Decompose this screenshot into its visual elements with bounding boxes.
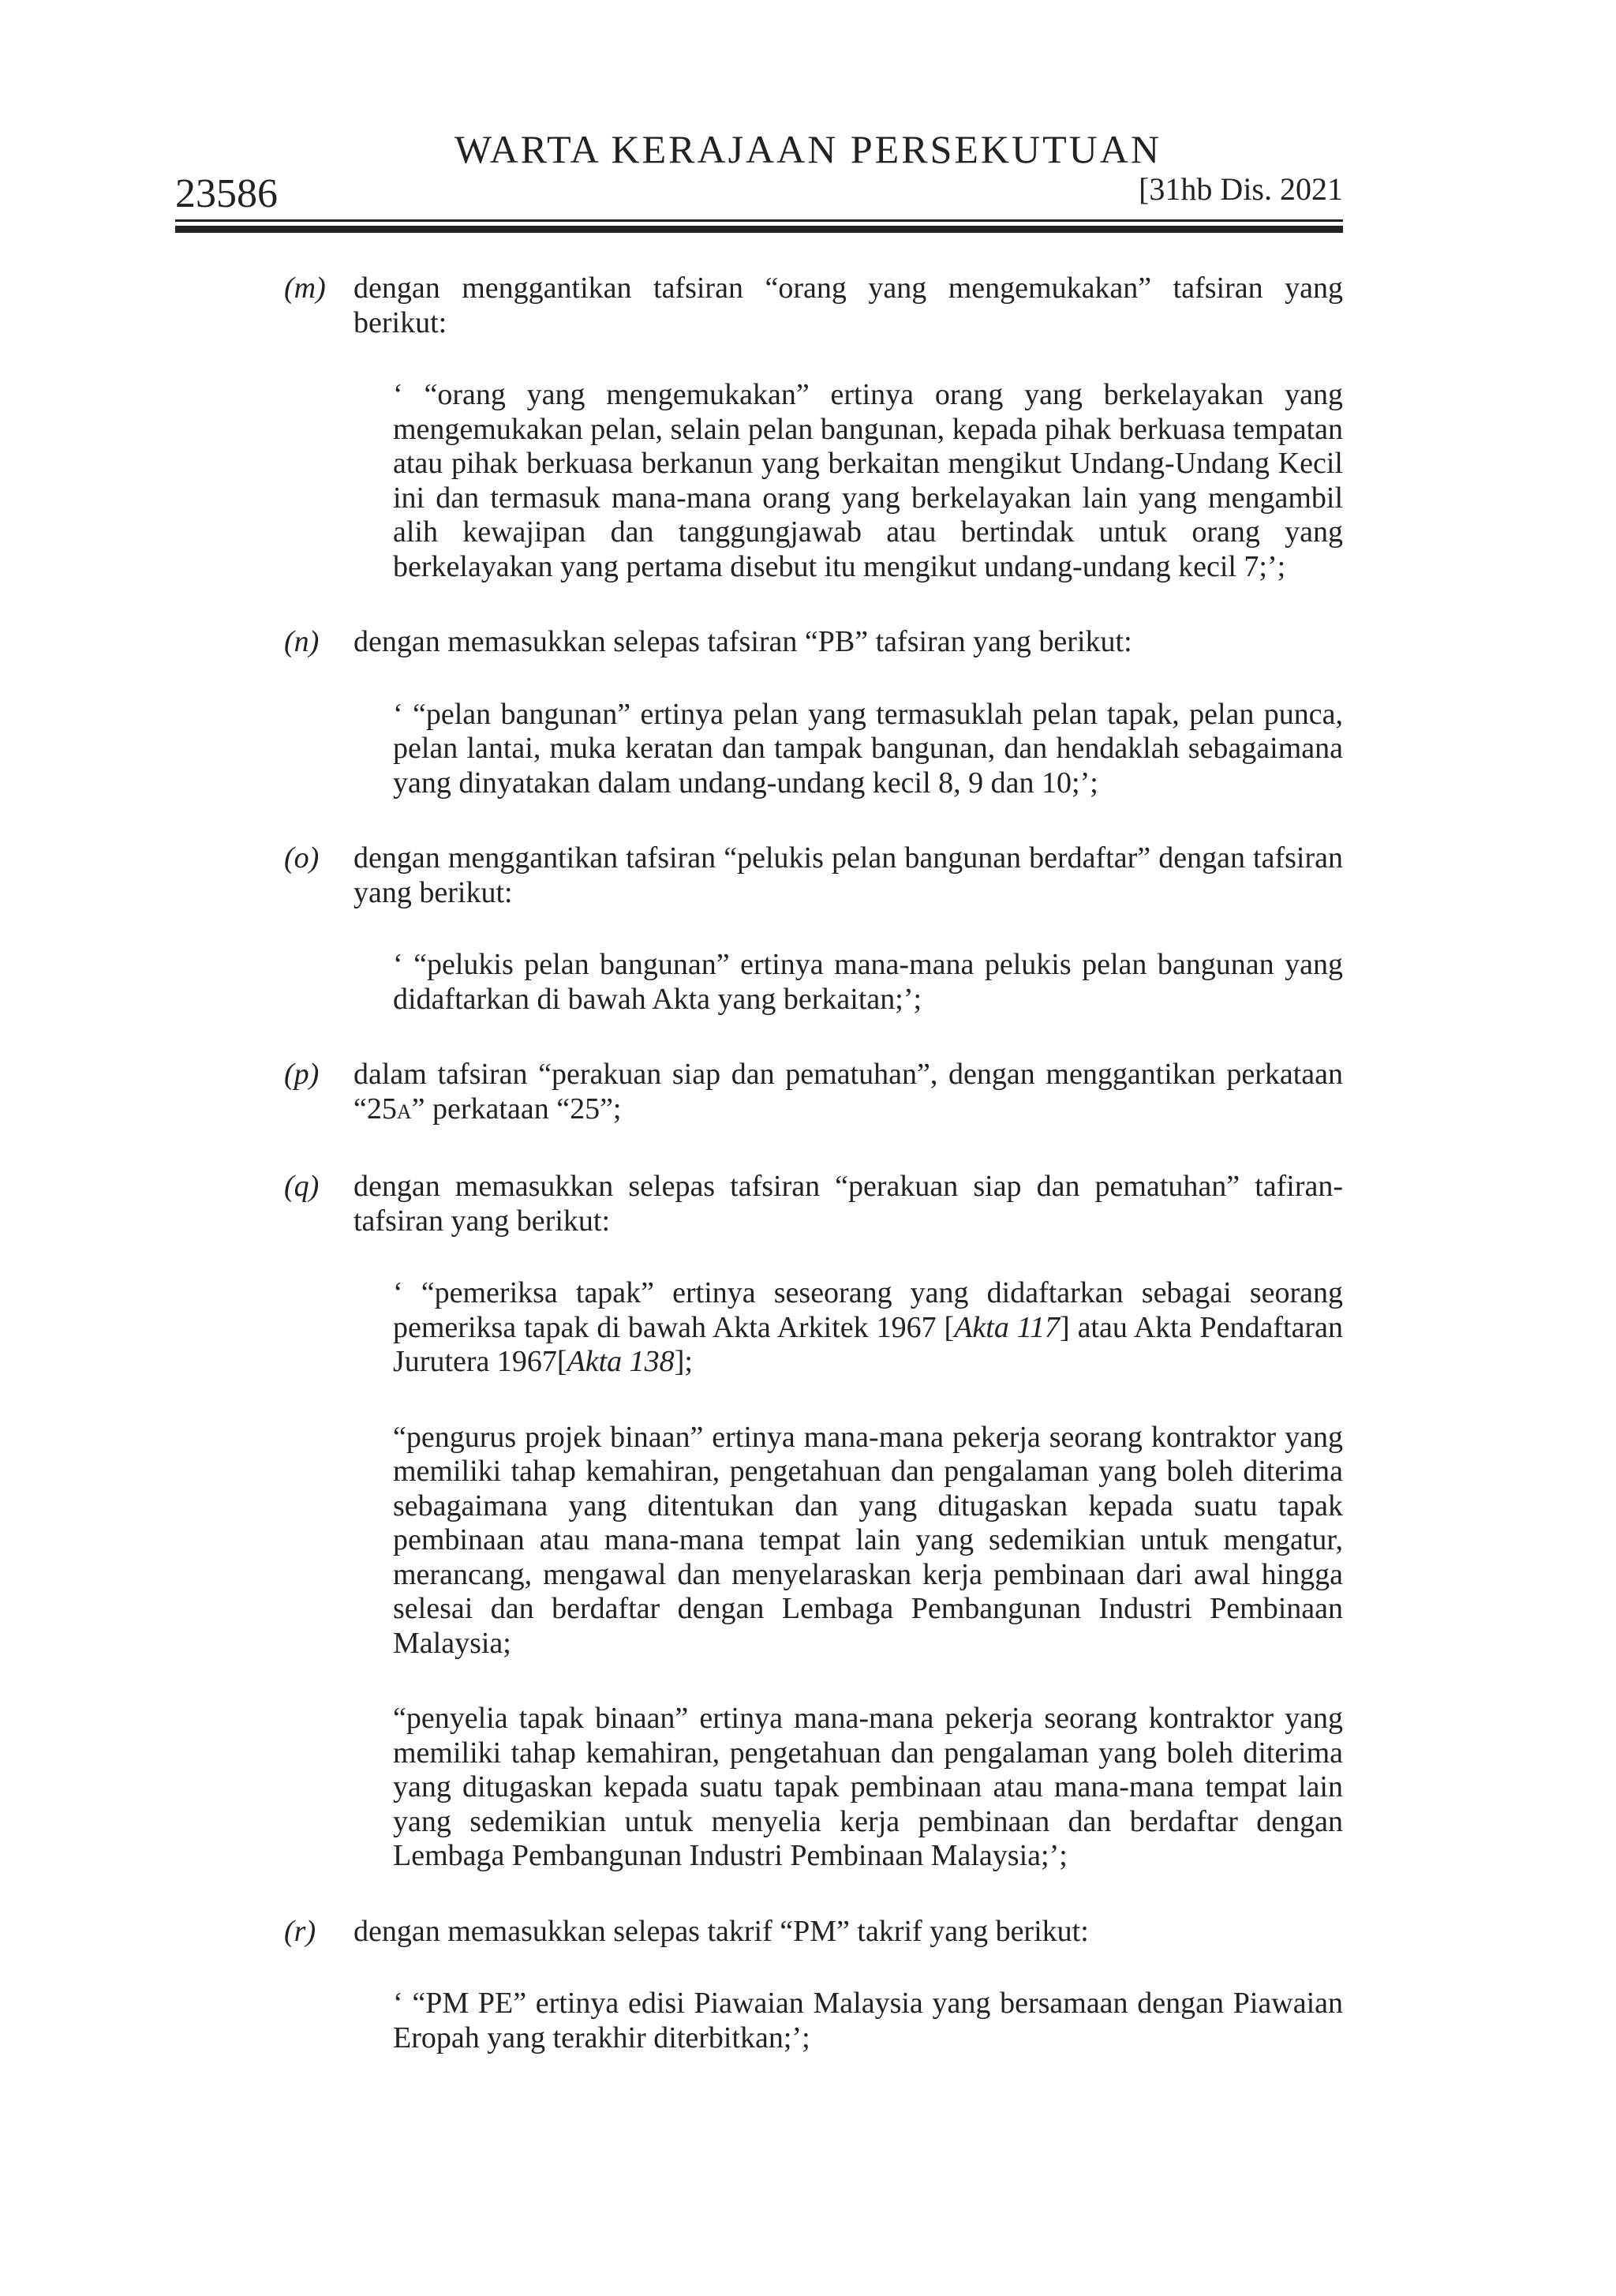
definition-quote: “pengurus projek binaan” ertinya mana-mana pekerja seorang kontraktor yang memiliki tahap kemahiran, pengetahuan dan pengalaman yang boleh diterima sebagaimana yang ditentukan dan yang ditugaskan kepada suatu tapak pembinaan atau mana-mana tempat lain yang sedemikian untuk mengatur, merancang, mengawal dan menyelaraskan kerja pembinaan dari awal hingga selesai dan berdaftar dengan Lembaga Pembangunan Industri Pembinaan Malaysia; <box>393 1420 1343 1660</box>
quote-text: ]; <box>674 1345 693 1378</box>
header-rule-thick <box>175 226 1343 233</box>
item-label: (r) <box>284 1914 316 1948</box>
amendment-item-o <box>175 841 1343 1017</box>
item-label: (n) <box>284 625 320 658</box>
amendment-item-n <box>175 625 1343 800</box>
act-reference: Akta 138 <box>567 1345 675 1378</box>
definition-quote: ‘ “pelan bangunan” ertinya pelan yang termasuklah pelan tapak, pelan punca, pelan lantai, muka keratan dan tampak bangunan, dan hendaklah sebagaimana yang dinyatakan dalam undang-undang kecil 8, 9 dan 10;’; <box>393 697 1343 800</box>
item-text: dengan menggantikan tafsiran “orang yang mengemukakan” tafsiran yang berikut: <box>354 272 1343 339</box>
item-text: dengan menggantikan tafsiran “pelukis pelan bangunan berdaftar” dengan tafsiran yang berikut: <box>354 841 1343 909</box>
quote-text: ‘ “pemeriksa tapak” ertinya seseorang yang didaftarkan sebagai seorang pemeriksa tapak di bawah Akta Arkitek 1967 [ <box>393 1276 1343 1344</box>
issue-date: [31hb Dis. 2021 <box>1139 171 1343 207</box>
item-text-part: dalam tafsiran “perakuan siap dan pematuhan”, dengan menggantikan perkataan “25 <box>354 1058 1343 1126</box>
quote-text: ] atau Akta Pendaftaran Jurutera 1967[ <box>393 1310 1343 1378</box>
definition-quote: ‘ “orang yang mengemukakan” ertinya orang yang berkelayakan yang mengemukakan pelan, selain pelan bangunan, kepada pihak berkuasa tempatan atau pihak berkuasa berkanun yang berkaitan mengikut Undang-Undang Kecil ini dan termasuk mana-mana orang yang berkelayakan lain yang mengambil alih kewajipan dan tanggungjawab atau bertindak untuk orang yang berkelayakan yang pertama disebut itu mengikut undang-undang kecil 7;’; <box>393 378 1343 583</box>
item-text: dengan memasukkan selepas takrif “PM” takrif yang berikut: <box>354 1914 1089 1948</box>
item-text <box>354 1058 1343 1129</box>
item-text-part: ” perkataan “25”; <box>411 1092 622 1126</box>
definition-quote: ‘ “PM PE” ertinya edisi Piawaian Malaysia yang bersamaan dengan Piawaian Eropah yang terakhir diterbitkan;’; <box>393 1987 1343 2054</box>
definition-quote: “penyelia tapak binaan” ertinya mana-mana pekerja seorang kontraktor yang memiliki tahap kemahiran, pengetahuan dan pengalaman yang boleh diterima yang ditugaskan kepada suatu tapak pembinaan atau mana-mana tempat lain yang sedemikian untuk menyelia kerja pembinaan dan berdaftar dengan Lembaga Pembangunan Industri Pembinaan Malaysia;’; <box>393 1702 1343 1872</box>
amendment-list <box>175 272 1343 2096</box>
item-label: (o) <box>284 841 320 875</box>
item-text-smallcap: A <box>396 1099 412 1123</box>
item-text: dengan memasukkan selepas tafsiran “PB” tafsiran yang berikut: <box>354 625 1132 658</box>
amendment-item-q <box>175 1170 1343 1874</box>
amendment-item-m <box>175 272 1343 584</box>
definition-quote <box>393 1276 1343 1380</box>
page-number: 23586 <box>175 171 278 216</box>
amendment-item-p <box>175 1058 1343 1129</box>
act-reference: Akta 117 <box>954 1310 1060 1344</box>
item-label: (m) <box>284 272 326 305</box>
item-label: (p) <box>284 1058 320 1091</box>
item-label: (q) <box>284 1170 320 1203</box>
item-text: dengan memasukkan selepas tafsiran “perakuan siap dan pematuhan” tafiran-tafsiran yang berikut: <box>354 1170 1343 1238</box>
header-rule-thin <box>175 219 1343 222</box>
gazette-title: WARTA KERAJAAN PERSEKUTUAN <box>454 127 1162 171</box>
definition-quote: ‘ “pelukis pelan bangunan” ertinya mana-mana pelukis pelan bangunan yang didaftarkan di bawah Akta yang berkaitan;’; <box>393 948 1343 1016</box>
amendment-item-r <box>175 1915 1343 2056</box>
